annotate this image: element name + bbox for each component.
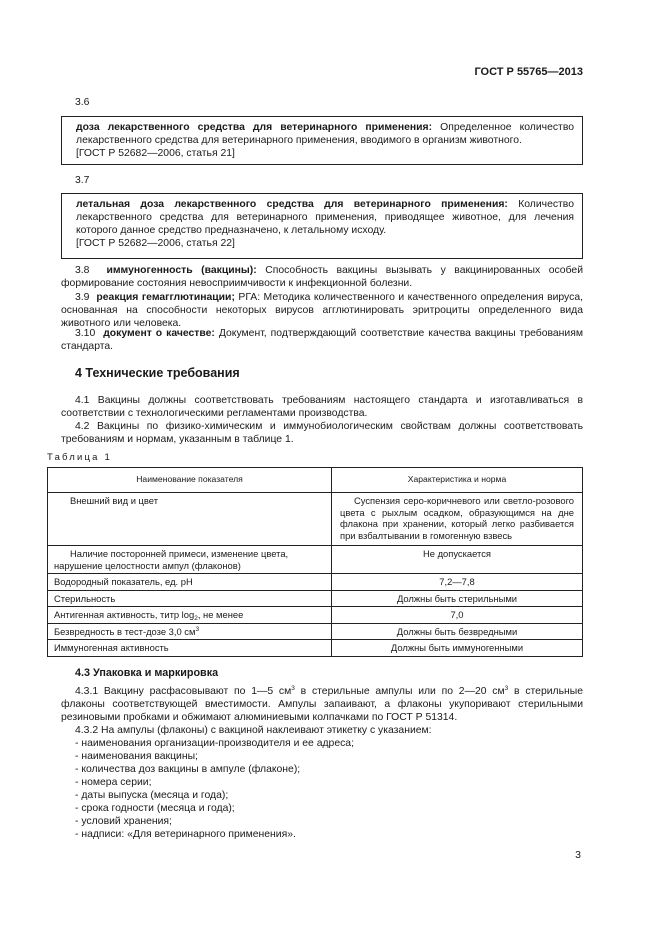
- term-number-3-7: 3.7: [75, 175, 90, 186]
- table-row: [48, 493, 583, 546]
- term-title: иммуногенность (вакцины):: [106, 265, 257, 276]
- term-definition-3-7: [76, 198, 574, 237]
- paragraph-4-1: 4.1 Вакцины должны соответствовать требованиям настоящего стандарта и изготавливаться в соответствии с технологическими регламентами производства.: [61, 395, 583, 419]
- term-3-8: [61, 264, 583, 290]
- para-text: в стерильные флаконы соответствующей вместимости. Ампулы запаивают, а флаконы укупоривают стерильными резиновыми пробками и обжимают алюминиевыми колпачками по ГОСТ Р 51314.: [61, 686, 583, 723]
- table-cell-name: [48, 623, 332, 640]
- page-number: 3: [575, 849, 581, 861]
- para-text: в стерильные ампулы или по 2—20 см: [294, 686, 505, 697]
- table-row: [48, 590, 583, 607]
- table-header-row: [48, 468, 583, 493]
- term-text: Документ, подтверждающий соответствие качества вакцины требованиям стандарта.: [61, 328, 583, 352]
- list-item: - срока годности (месяца и года);: [75, 803, 235, 814]
- term-box-3-7: [61, 193, 583, 259]
- list-item: - условий хранения;: [75, 816, 172, 827]
- column-header-name: Наименование показателя: [48, 468, 332, 493]
- cell-subscript: 2: [194, 615, 198, 622]
- cell-text: Безвредность в тест-дозе 3,0 см: [54, 625, 196, 637]
- term-3-10: [61, 327, 583, 353]
- list-item: - даты выпуска (месяца и года);: [75, 790, 229, 801]
- table-row: [48, 607, 583, 624]
- paragraph-4-3-2: 4.3.2 На ампулы (флаконы) с вакциной наклеивают этикетку с указанием:: [75, 725, 432, 736]
- term-text: Количество лекарственного средства для ветеринарного применения, приводящее животное, для лечения которого данное средство предназначено, к летальному исходу.: [76, 199, 574, 236]
- column-header-value: Характеристика и норма: [332, 468, 583, 493]
- table-cell-name: Стерильность: [48, 590, 332, 607]
- cell-superscript: 3: [195, 625, 200, 633]
- table-row: [48, 623, 583, 640]
- term-title: летальная доза лекарственного средства для ветеринарного применения:: [76, 199, 508, 210]
- term-3-9: [61, 291, 583, 330]
- cell-text: , не менее: [197, 609, 244, 620]
- list-item: - наименования вакцины;: [75, 751, 198, 762]
- table-cell-name: Водородный показатель, ед. pH: [48, 574, 332, 591]
- term-text: РГА: Методика количественного и качественного определения вируса, основанная на способности некоторых вирусов агглютинировать эритроциты определенного вида животного или человека.: [61, 292, 583, 329]
- term-box-3-6: [61, 116, 583, 165]
- standard-header: ГОСТ Р 55765—2013: [474, 66, 583, 78]
- term-reference: [ГОСТ Р 52682—2006, статья 22]: [76, 238, 235, 249]
- term-title: доза лекарственного средства для ветеринарного применения:: [76, 122, 433, 133]
- table-caption: Таблица 1: [47, 452, 112, 463]
- subsection-title: 4.3 Упаковка и маркировка: [75, 667, 219, 679]
- paragraph-4-2: 4.2 Вакцины по физико-химическим и иммунобиологическим свойствам должны соответствовать требованиям и нормам, указанным в таблице 1.: [61, 421, 583, 445]
- cell-text: Антигенная активность, титр log: [54, 609, 195, 620]
- term-text: Определенное количество лекарственного средства для ветеринарного применения, вводимого в организм животного.: [76, 122, 575, 146]
- list-item: - номера серии;: [75, 777, 152, 788]
- table-cell-value: 7,0: [332, 607, 583, 624]
- term-number: 3.10: [75, 328, 96, 339]
- table-cell-value: Суспензия серо-коричневого или светло-розового цвета с рыхлым осадком, образующимся на дне флакона при хранении, который легко разбивается при взбалтывании в гомогенную взвесь: [332, 493, 583, 546]
- term-text: Способность вакцины вызывать у вакцинированных особей формирование состояния невосприимчивости к инфекционной болезни.: [61, 265, 583, 289]
- term-title: реакция гемагглютинации;: [96, 292, 235, 303]
- term-number-3-6: 3.6: [75, 97, 90, 108]
- paragraph-4-3-1: [61, 685, 583, 724]
- table-row: [48, 546, 583, 574]
- requirements-table: [47, 467, 583, 657]
- section-title: 4 Технические требования: [75, 366, 240, 380]
- table-cell-name: Наличие посторонней примеси, изменение цвета, нарушение целостности ампул (флаконов): [48, 546, 332, 574]
- term-reference: [ГОСТ Р 52682—2006, статья 21]: [76, 148, 235, 159]
- table-row: [48, 640, 583, 657]
- table-cell-name: Внешний вид и цвет: [48, 493, 332, 546]
- table-row: [48, 574, 583, 591]
- table-cell-value: Должны быть безвредными: [332, 623, 583, 640]
- list-item: - надписи: «Для ветеринарного применения».: [75, 829, 296, 840]
- term-definition-3-6: [76, 121, 574, 147]
- term-number: 3.9: [75, 292, 90, 303]
- table-cell-value: 7,2—7,8: [332, 574, 583, 591]
- superscript: 3: [291, 685, 295, 692]
- list-item: - наименования организации-производителя и ее адреса;: [75, 738, 354, 749]
- superscript: 3: [504, 685, 509, 692]
- table-cell-name: Иммуногенная активность: [48, 640, 332, 657]
- table-cell-value: Должны быть иммуногенными: [332, 640, 583, 657]
- para-text: 4.3.1 Вакцину расфасовывают по 1—5 см: [75, 686, 292, 697]
- term-title: документ о качестве:: [103, 328, 215, 339]
- table-cell-value: Не допускается: [332, 546, 583, 574]
- list-item: - количества доз вакцины в ампуле (флаконе);: [75, 764, 301, 775]
- table-cell-name: [48, 607, 332, 624]
- table-cell-value: Должны быть стерильными: [332, 590, 583, 607]
- term-number: 3.8: [75, 265, 90, 276]
